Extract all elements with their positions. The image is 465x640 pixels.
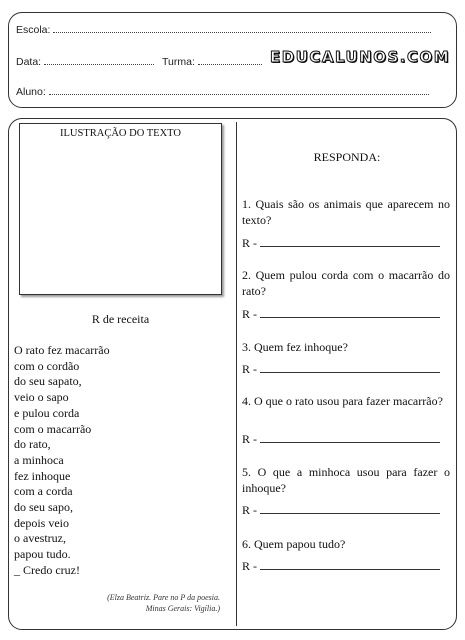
turma-field[interactable]: [198, 56, 262, 65]
answer-prefix: R -: [242, 432, 257, 446]
illustration-box[interactable]: [19, 123, 222, 295]
answer-4-line[interactable]: [260, 432, 440, 443]
aluno-field[interactable]: [49, 86, 429, 95]
poem-line: do rato,: [14, 437, 51, 452]
answer-prefix: R -: [242, 236, 257, 250]
poem-line: com o cordão: [14, 358, 80, 373]
answer-2-line[interactable]: [260, 307, 440, 318]
poem-line: a minhoca: [14, 452, 64, 467]
poem-line: _ Credo cruz!: [14, 562, 80, 577]
answer-prefix: R -: [242, 307, 257, 321]
answer-1-line[interactable]: [260, 236, 440, 247]
answer-2-row: [242, 307, 450, 322]
column-divider: [236, 122, 237, 626]
poem-line: e pulou corda: [14, 405, 80, 420]
poem-line: veio o sapo: [14, 390, 69, 405]
poem-line: com o macarrão: [14, 421, 92, 436]
question-2: 2. Quem pulou corda com o macarrão do rato?: [242, 268, 450, 298]
turma-label: Turma:: [162, 56, 195, 68]
poem-line: fez inhoque: [14, 468, 71, 483]
respond-title: RESPONDA:: [313, 150, 381, 164]
answer-1-row: [242, 236, 450, 251]
aluno-label: Aluno:: [16, 86, 46, 98]
illustration-title: ILUSTRAÇÃO DO TEXTO: [60, 128, 181, 139]
escola-label: Escola:: [16, 24, 51, 36]
poem-line: papou tudo.: [14, 547, 71, 562]
answer-prefix: R -: [242, 503, 257, 517]
poem-credit: [60, 592, 220, 614]
question-1: 1. Quais são os animais que aparecem no texto?: [242, 197, 450, 227]
poem-text: [14, 343, 110, 579]
answer-6-row: [242, 559, 450, 574]
educalunos-logo: EDUCALUNOS.COM: [270, 48, 451, 66]
answer-3-row: [242, 362, 450, 377]
credit-line: Minas Gerais: Vigília.): [145, 604, 220, 613]
poem-title: R de receita: [91, 312, 150, 326]
data-field[interactable]: [44, 56, 154, 65]
data-row: [16, 56, 154, 68]
answer-5-line[interactable]: [260, 503, 440, 514]
escola-row: [16, 24, 431, 36]
answer-prefix: R -: [242, 362, 257, 376]
answer-4-row: [242, 432, 450, 447]
question-4: 4. O que o rato usou para fazer macarrão?: [242, 394, 443, 408]
answer-5-row: [242, 503, 450, 518]
answer-prefix: R -: [242, 559, 257, 573]
poem-line: do seu sapato,: [14, 374, 82, 389]
poem-line: O rato fez macarrão: [14, 343, 110, 357]
poem-line: do seu sapo,: [14, 500, 73, 515]
aluno-row: [16, 86, 429, 98]
escola-field[interactable]: [53, 24, 431, 33]
question-3: 3. Quem fez inhoque?: [242, 340, 348, 354]
poem-line: o avestruz,: [14, 531, 66, 546]
question-5: 5. O que a minhoca usou para fazer o inhoque?: [242, 465, 450, 495]
question-6: 6. Quem papou tudo?: [242, 537, 346, 551]
credit-line: (Elza Beatriz. Pare no P da poesia.: [107, 593, 220, 602]
poem-line: com a corda: [14, 484, 73, 499]
poem-line: depois veio: [14, 515, 69, 530]
answer-3-line[interactable]: [260, 362, 440, 373]
turma-row: [162, 56, 262, 68]
data-label: Data:: [16, 56, 42, 68]
answer-6-line[interactable]: [260, 559, 440, 570]
